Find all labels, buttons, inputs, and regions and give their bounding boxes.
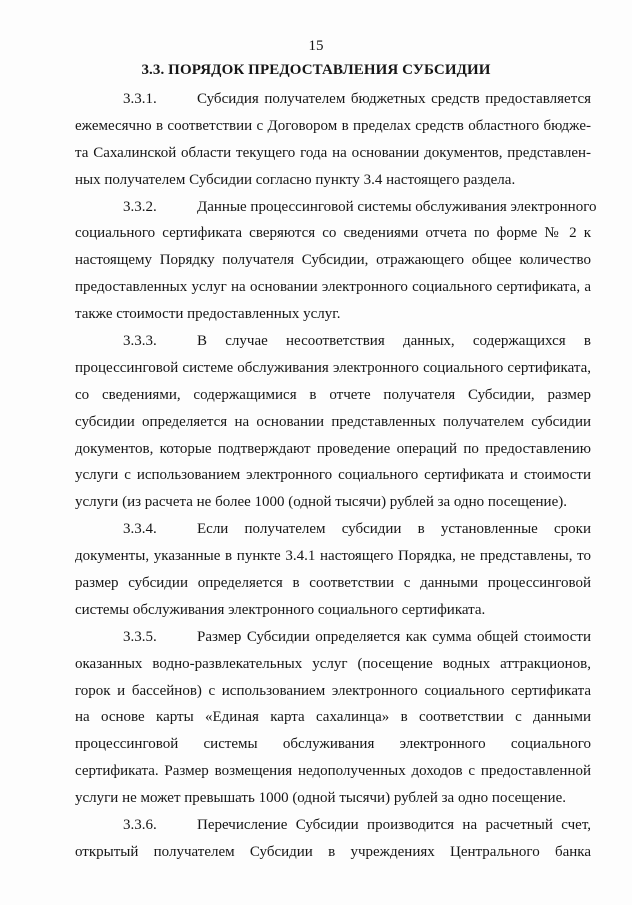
line-text: Перечисление Субсидии производится на расчетный счет, xyxy=(197,817,591,834)
paragraph-number: 3.3.5. xyxy=(123,628,157,645)
paragraph-line: услуги не может превышать 1000 (одной тысячи) рублей за одно посещение. xyxy=(75,790,566,807)
paragraph-line: услуги (из расчета не более 1000 (одной тысячи) рублей за одно посещение). xyxy=(75,494,567,511)
paragraph-number: 3.3.3. xyxy=(123,333,157,350)
line-text: Субсидия получателем бюджетных средств предоставляется xyxy=(197,91,591,107)
paragraph-line: документов, которые подтверждают проведение операций по предоставлению xyxy=(75,440,591,457)
paragraph-3-3-6 xyxy=(75,812,591,866)
paragraph-first-line xyxy=(75,516,591,543)
paragraph-number: 3.3.6. xyxy=(123,817,157,834)
paragraph-line: на основе карты «Единая карта сахалинца» в соответствии с данными xyxy=(75,709,591,726)
line-text: Данные процессинговой системы обслуживания электронного xyxy=(197,198,597,215)
paragraph-number: 3.3.1. xyxy=(123,91,157,107)
paragraph-number: 3.3.4. xyxy=(123,521,157,538)
section-title: 3.3. ПОРЯДОК ПРЕДОСТАВЛЕНИЯ СУБСИДИИ xyxy=(141,62,491,78)
paragraph-line: субсидии определяется на основании представленных получателем субсидии xyxy=(75,413,591,430)
paragraph-first-line xyxy=(75,86,591,113)
document-body xyxy=(75,86,597,866)
paragraph-line: предоставленных услуг на основании электронного социального сертификата, а xyxy=(75,279,591,296)
page-number: 15 xyxy=(308,38,324,54)
line-text: Если получателем субсидии в установленные сроки xyxy=(197,521,591,538)
paragraph-3-3-4 xyxy=(75,516,591,624)
paragraph-number: 3.3.2. xyxy=(123,198,157,215)
paragraph-line: та Сахалинской области текущего года на основании документов, представлен- xyxy=(75,144,591,161)
paragraph-first-line xyxy=(75,624,591,651)
paragraph-3-3-2 xyxy=(75,194,597,328)
paragraph-line: системы обслуживания электронного социального сертификата. xyxy=(75,601,486,618)
paragraph-first-line xyxy=(75,812,591,839)
paragraph-line: процессинговой системы обслуживания электронного социального xyxy=(75,736,591,753)
paragraph-3-3-3 xyxy=(75,328,591,516)
paragraph-line: горок и бассейнов) с использованием электронного социального сертификата xyxy=(75,682,591,699)
paragraph-line: оказанных водно-развлекательных услуг (посещение водных аттракционов, xyxy=(75,655,591,672)
paragraph-first-line xyxy=(75,328,591,355)
paragraph-line: открытый получателем Субсидии в учреждениях Центрального банка xyxy=(75,843,591,860)
paragraph-line: ных получателем Субсидии согласно пункту 3.4 настоящего раздела. xyxy=(75,171,516,188)
paragraph-line: услуги с использованием электронного социального сертификата и стоимости xyxy=(75,467,591,484)
paragraph-line: со сведениями, содержащимися в отчете получателя Субсидии, размер xyxy=(75,386,591,403)
paragraph-3-3-5 xyxy=(75,624,591,812)
paragraph-line: документы, указанные в пункте 3.4.1 настоящего Порядка, не представлены, то xyxy=(75,548,591,565)
paragraph-first-line xyxy=(75,194,597,221)
paragraph-line: также стоимости предоставленных услуг. xyxy=(75,306,341,323)
paragraph-line: ежемесячно в соответствии с Договором в пределах средств областного бюдже- xyxy=(75,117,591,134)
paragraph-line: сертификата. Размер возмещения недополученных доходов с предоставленной xyxy=(75,763,591,780)
paragraph-line: настоящему Порядку получателя Субсидии, отражающего общее количество xyxy=(75,252,591,269)
line-text: В случае несоответствия данных, содержащихся в xyxy=(197,333,591,350)
paragraph-line: социального сертификата сверяются со сведениями отчета по форме № 2 к xyxy=(75,225,591,242)
paragraph-3-3-1 xyxy=(75,86,591,194)
paragraph-line: размер субсидии определяется в соответствии с данными процессинговой xyxy=(75,575,591,592)
paragraph-line: процессинговой системе обслуживания электронного социального сертификата, xyxy=(75,359,591,376)
line-text: Размер Субсидии определяется как сумма общей стоимости xyxy=(197,628,591,645)
